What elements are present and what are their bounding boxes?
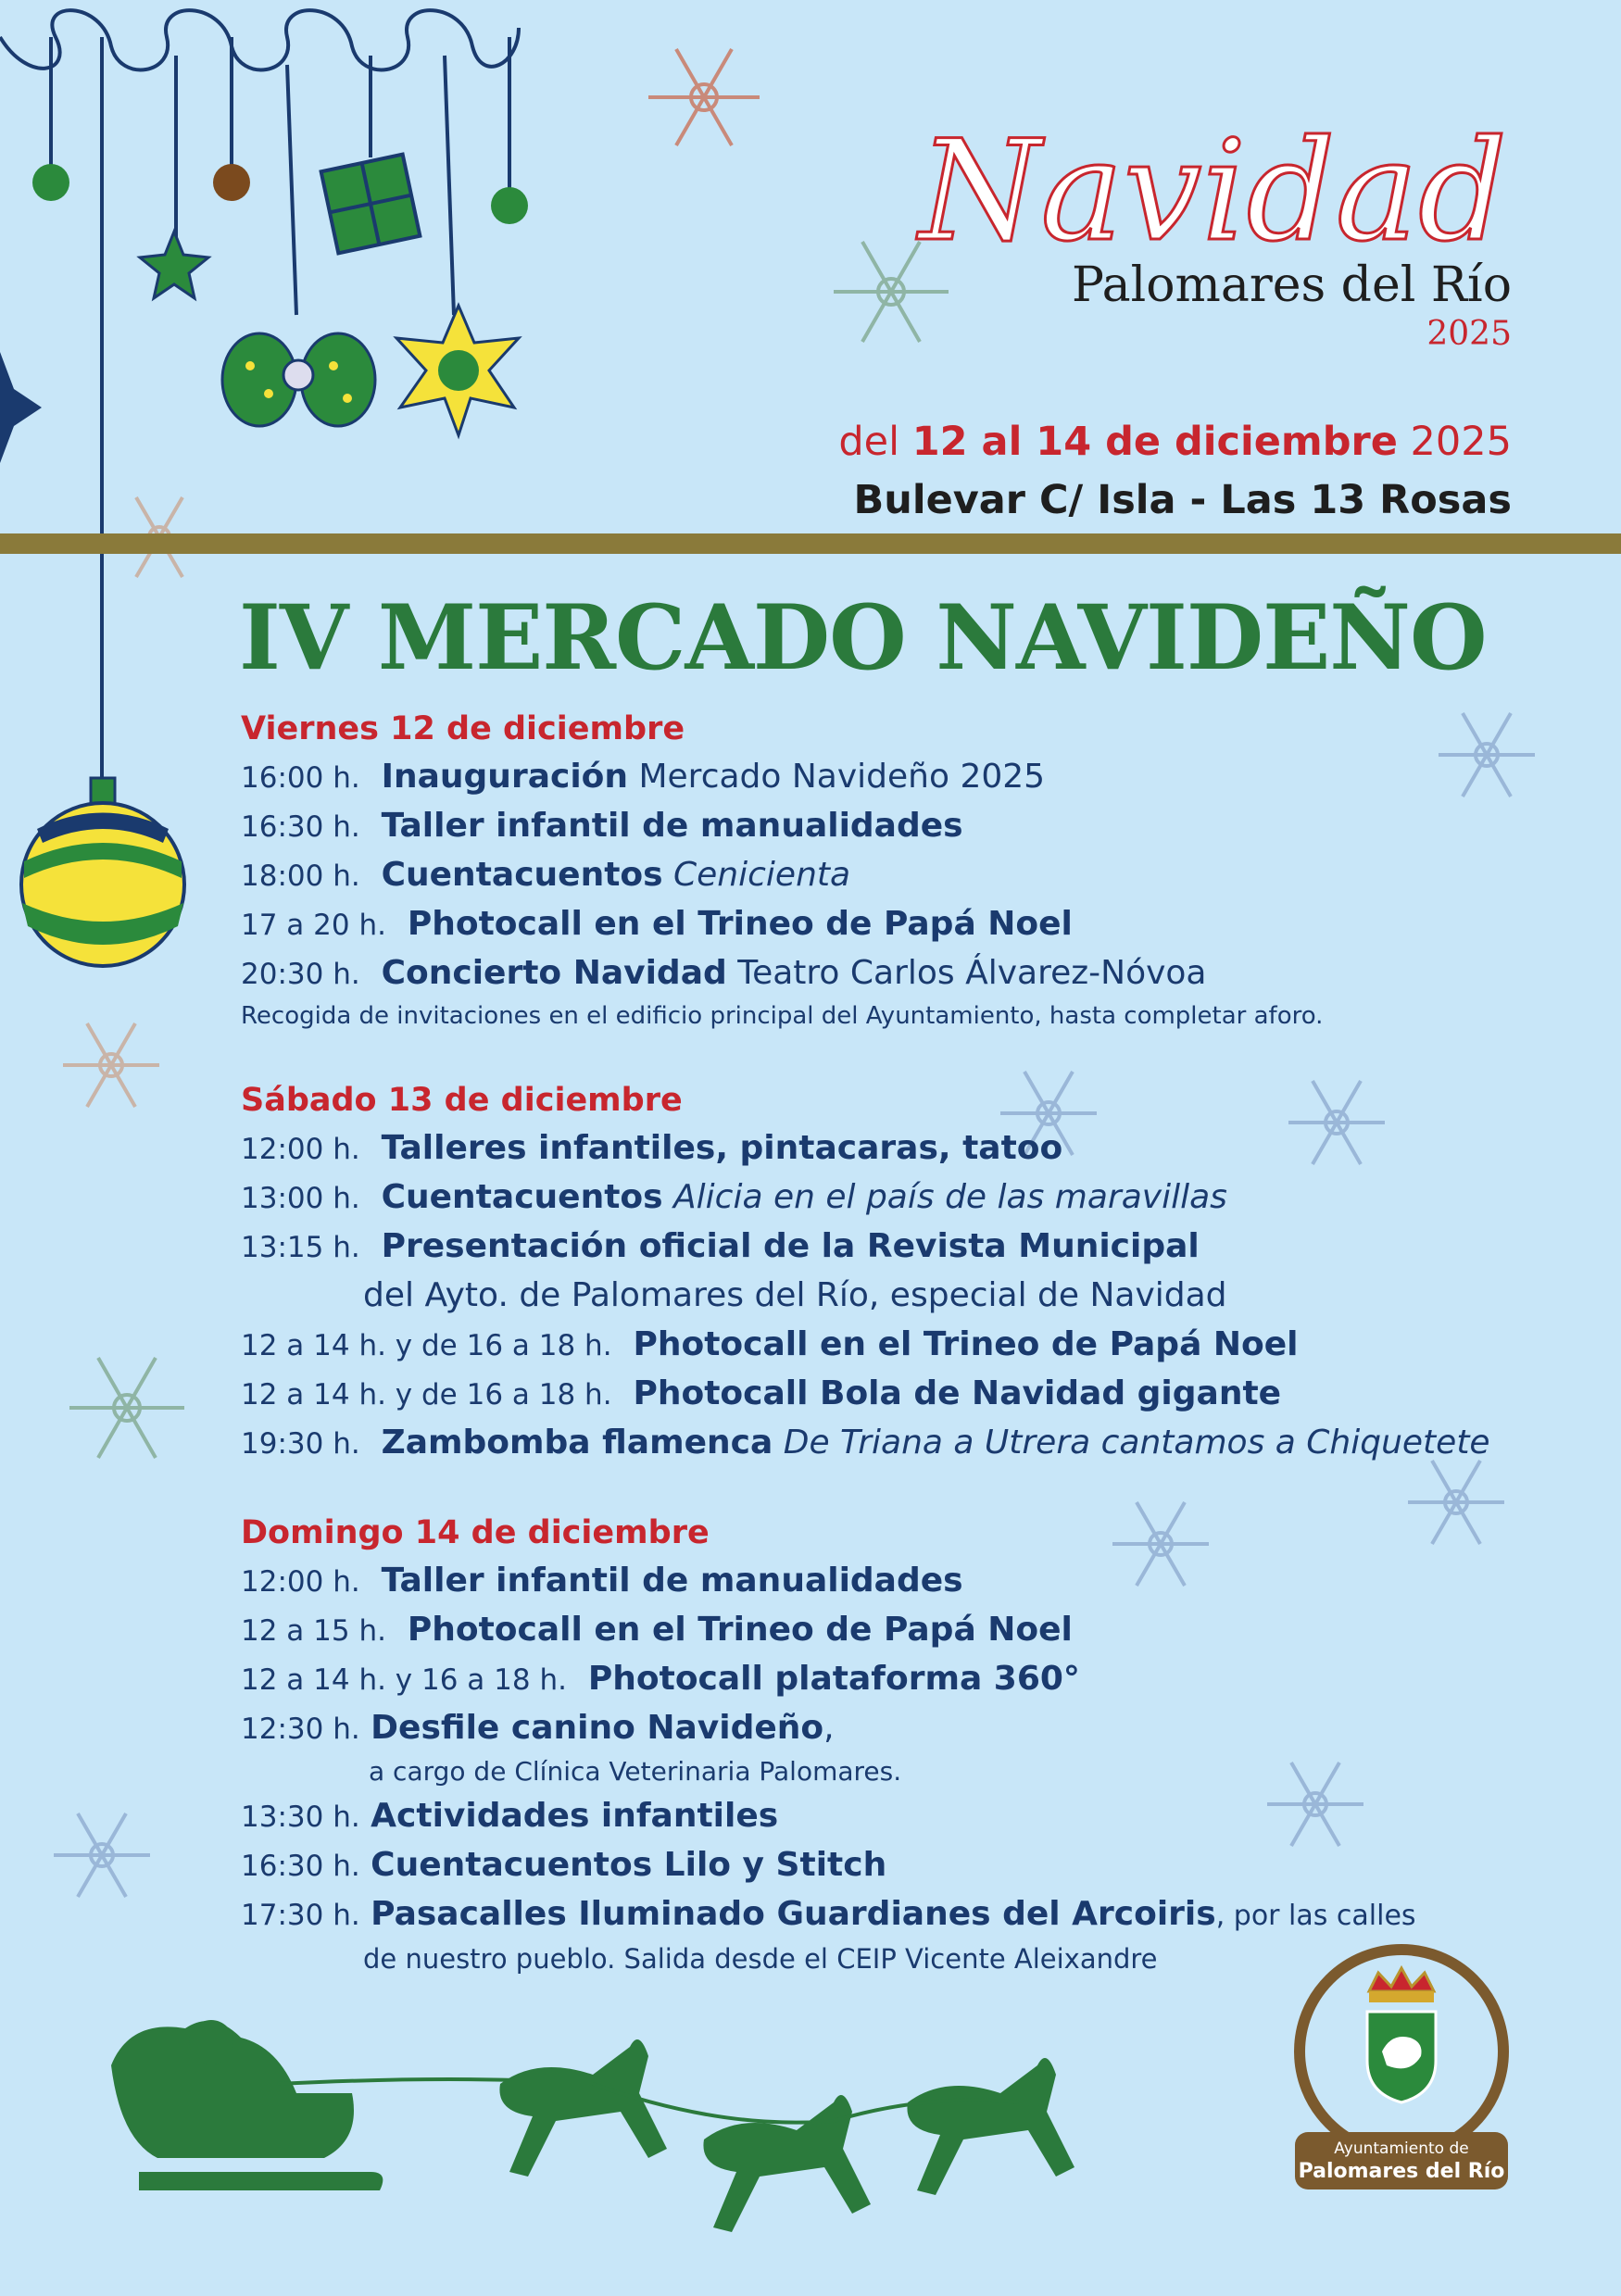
schedule-row: [241, 948, 1538, 997]
row-event: Photocall en el Trineo de Papá Noel: [407, 1611, 1073, 1649]
event-venue: Bulevar C/ Isla - Las 13 Rosas: [853, 477, 1512, 523]
row-time: 12:00 h.: [241, 1565, 360, 1599]
row-event: Photocall en el Trineo de Papá Noel: [407, 905, 1073, 943]
day-heading-sunday: Domingo 14 de diciembre: [241, 1514, 710, 1551]
schedule-row: [241, 1173, 1538, 1222]
row-detail: Mercado Navideño 2025: [628, 758, 1046, 796]
schedule-row-continuation: [241, 1271, 1538, 1320]
edge-star-ornament: [0, 352, 42, 463]
place-name: Palomares del Río: [1071, 257, 1512, 313]
schedule-row: [241, 1791, 1538, 1840]
row-time: 19:30 h.: [241, 1427, 360, 1461]
row-time: 13:00 h.: [241, 1182, 360, 1215]
row-event: Inauguración: [381, 758, 629, 796]
day-heading-saturday: Sábado 13 de diciembre: [241, 1082, 683, 1119]
seal-line-1: Ayuntamiento de: [1334, 2139, 1469, 2158]
invitation-note: Recogida de invitaciones en el edificio principal del Ayuntamiento, hasta completar aforo.: [241, 1002, 1324, 1030]
row-time: 12:00 h.: [241, 1133, 360, 1166]
row-time: 12 a 15 h.: [241, 1614, 386, 1648]
row-event: Cuentacuentos: [381, 1178, 663, 1216]
row-time: 12 a 14 h. y de 16 a 18 h.: [241, 1329, 612, 1362]
row-event: Actividades infantiles: [371, 1797, 779, 1835]
ornament-ball-brown: [213, 164, 250, 201]
event-dates: [838, 419, 1512, 465]
small-star-ornament: [140, 232, 208, 298]
bow-ornament: [222, 333, 375, 426]
schedule-row-continuation: [241, 1752, 1538, 1791]
garland-swirls: [0, 10, 519, 69]
schedule-row: [241, 1369, 1538, 1418]
schedule-row: [241, 1840, 1538, 1889]
row-event: Photocall en el Trineo de Papá Noel: [633, 1325, 1299, 1363]
row-time: 18:00 h.: [241, 859, 360, 893]
row-time: 16:30 h.: [241, 810, 360, 844]
row-event: Zambomba flamenca: [381, 1424, 773, 1462]
schedule-row: [241, 1605, 1538, 1654]
schedule-row: [241, 1556, 1538, 1605]
schedule-row: [241, 1654, 1538, 1703]
row-event: Presentación oficial de la Revista Municipal: [381, 1227, 1200, 1265]
spacer: [241, 1035, 1538, 1077]
main-title: IV MERCADO NAVIDEÑO: [239, 585, 1487, 690]
schedule-row: [241, 1222, 1538, 1271]
dates-suffix: 2025: [1397, 419, 1512, 465]
row-event: Concierto Navidad: [381, 954, 727, 992]
christmas-ball-ornament: [21, 778, 184, 966]
schedule-row: [241, 850, 1538, 899]
row-event: Cuentacuentos Lilo y Stitch: [371, 1846, 887, 1884]
row-time: 17:30 h.: [241, 1899, 360, 1932]
dates-prefix: del: [838, 419, 912, 465]
schedule-row: [241, 1889, 1538, 1938]
schedule-row: [241, 752, 1538, 801]
year-label: 2025: [1426, 315, 1512, 353]
row-detail: De Triana a Utrera cantamos a Chiquetete: [773, 1424, 1490, 1462]
row-event: Photocall Bola de Navidad gigante: [633, 1374, 1282, 1412]
schedule-row: [241, 1320, 1538, 1369]
divider-band: [0, 533, 1621, 554]
schedule-row: [241, 1123, 1538, 1173]
schedule-row: [241, 1418, 1538, 1467]
ornament-ball-green-2: [491, 187, 528, 224]
spacer: [241, 1467, 1538, 1510]
row-time: 20:30 h.: [241, 958, 360, 991]
gift-ornament: [321, 155, 421, 254]
schedule-row: [241, 899, 1538, 948]
dates-range: 12 al 14 de diciembre: [911, 419, 1398, 465]
row-detail: del Ayto. de Palomares del Río, especial de Navidad: [363, 1276, 1227, 1314]
schedule-row: [241, 1703, 1538, 1752]
program-schedule: [241, 706, 1538, 1979]
row-event: Taller infantil de manualidades: [381, 807, 963, 845]
row-event: Pasacalles Iluminado Guardianes del Arcoiris: [371, 1895, 1216, 1933]
row-event: Photocall plataforma 360°: [587, 1660, 1080, 1698]
row-detail: ,: [823, 1709, 835, 1747]
row-time: 17 a 20 h.: [241, 909, 386, 942]
row-time: 12:30 h.: [241, 1713, 360, 1746]
row-detail: Alicia en el país de las maravillas: [662, 1178, 1227, 1216]
navidad-title-text: Navidad: [919, 111, 1507, 272]
ornament-ball-green: [32, 164, 69, 201]
row-event: Cuentacuentos: [381, 856, 663, 894]
row-time: 13:15 h.: [241, 1231, 360, 1264]
row-time: 16:30 h.: [241, 1850, 360, 1883]
schedule-row: [241, 801, 1538, 850]
row-event: Taller infantil de manualidades: [381, 1562, 963, 1600]
navidad-script-title: [919, 100, 1512, 276]
row-detail: , por las calles: [1215, 1900, 1416, 1932]
row-time: 12 a 14 h. y de 16 a 18 h.: [241, 1378, 612, 1411]
row-time: 13:30 h.: [241, 1800, 360, 1834]
row-detail: de nuestro pueblo. Salida desde el CEIP Vicente Aleixandre: [363, 1943, 1158, 1975]
seal-label: [1295, 2132, 1508, 2189]
seal-line-2: Palomares del Río: [1298, 2160, 1505, 2183]
row-detail: Teatro Carlos Álvarez-Nóvoa: [726, 954, 1207, 992]
row-detail: a cargo de Clínica Veterinaria Palomares.: [369, 1756, 902, 1787]
sleigh-reindeer-silhouette: [111, 2020, 1074, 2232]
row-time: 16:00 h.: [241, 761, 360, 795]
row-detail: Cenicienta: [662, 856, 851, 894]
row-event: Talleres infantiles, pintacaras, tatoo: [381, 1129, 1063, 1167]
row-event: Desfile canino Navideño: [371, 1709, 824, 1747]
row-time: 12 a 14 h. y 16 a 18 h.: [241, 1663, 567, 1697]
day-heading-friday: Viernes 12 de diciembre: [241, 710, 685, 747]
